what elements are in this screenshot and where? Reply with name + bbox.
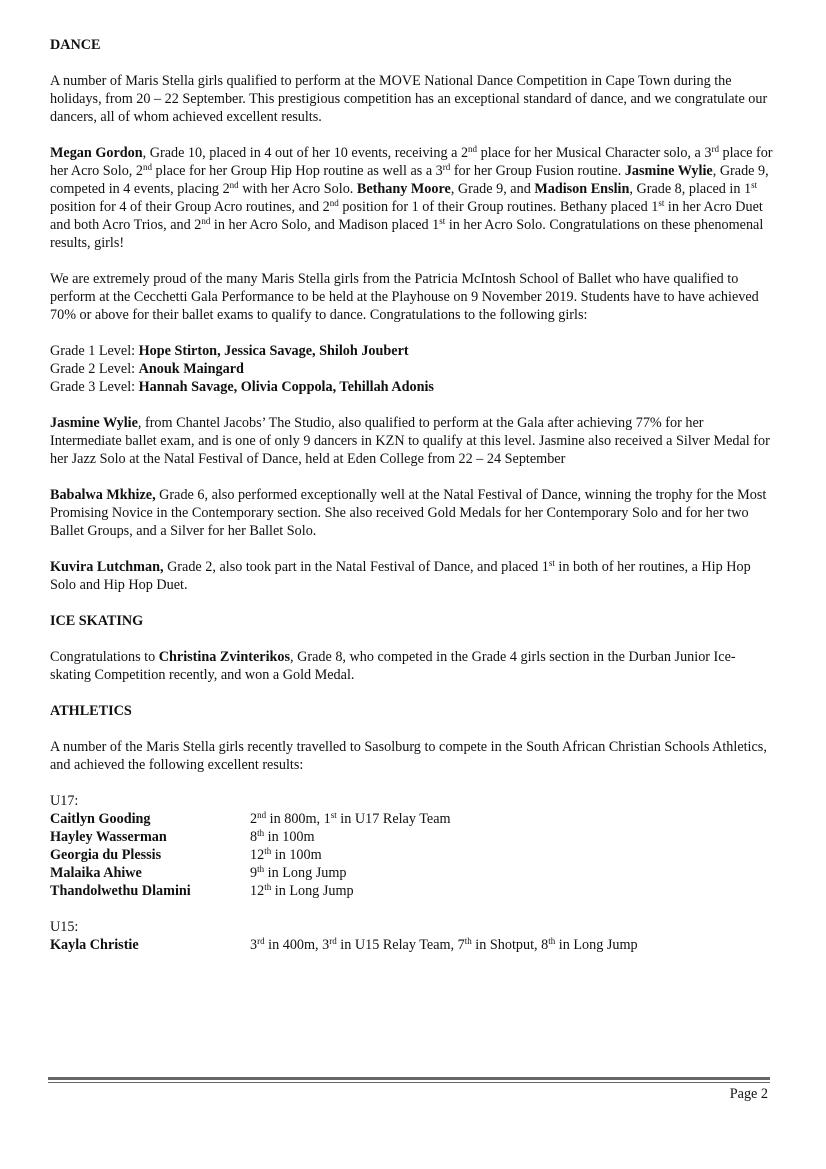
- result-row: [50, 810, 451, 828]
- level-row: Grade 3 Level: Hannah Savage, Olivia Coppola, Tehillah Adonis: [50, 379, 434, 395]
- u15-results-table: [50, 936, 638, 954]
- athlete-result: 8th in 100m: [250, 828, 315, 845]
- dancer-name: Megan Gordon: [50, 145, 143, 161]
- level-row: Grade 1 Level: Hope Stirton, Jessica Savage, Shiloh Joubert: [50, 343, 409, 359]
- skater-name: Christina Zvinterikos: [158, 649, 291, 665]
- dance-intro: A number of Maris Stella girls qualified to perform at the MOVE National Dance Competition in Cape Town during the holidays, from 20 – 22 September. This prestigious competition has an exceptional standard of dance, and we congratulate our dancers, all of whom achieved excellent results.: [50, 73, 768, 125]
- move-results-paragraph: Megan Gordon, Grade 10, placed in 4 out of her 10 events, receiving a 2nd place for her Musical Character solo, a 3rd place for her Acro Solo, 2nd place for her Group Hip Hop routine as well as a 3rd for her Group Fusion routine. Jasmine Wylie, Grade 9, competed in 4 events, placing 2nd with her Acro Solo. Bethany Moore, Grade 9, and Madison Enslin, Grade 8, placed in 1st position for 4 of their Group Acro routines, and 2nd position for 1 of their Group routines. Bethany placed 1st in her Acro Duet and both Acro Trios, and 2nd in her Acro Solo, and Madison placed 1st in her Acro Solo. Congratulations on these phenomenal results, girls!: [50, 144, 773, 251]
- result-row: [50, 936, 638, 954]
- athlete-result: 2nd in 800m, 1st in U17 Relay Team: [250, 810, 451, 827]
- kuvira-paragraph: Kuvira Lutchman, Grade 2, also took part in the Natal Festival of Dance, and placed 1st in both of her routines, a Hip Hop Solo and Hip Hop Duet.: [50, 558, 751, 593]
- dance-heading: DANCE: [50, 37, 101, 53]
- babalwa-paragraph: Babalwa Mkhize, Grade 6, also performed exceptionally well at the Natal Festival of Dance, winning the trophy for the Most Promising Novice in the Contemporary section. She also received Gold Medals for her Contemporary Solo and for her two Ballet Groups, and a Silver for her Ballet Solo.: [50, 487, 767, 539]
- result-row: [50, 846, 451, 864]
- document-page: [50, 36, 776, 972]
- athlete-result: 12th in 100m: [250, 846, 322, 863]
- cecchetti-paragraph: We are extremely proud of the many Maris Stella girls from the Patricia McIntosh School of Ballet who have qualified to perform at the Cecchetti Gala Performance to be held at the Playhouse on 9 November 2019. Students have to have achieved 70% or above for their ballet exams to qualify to dance. Congratulations to the following girls:: [50, 271, 759, 323]
- athlete-name: Caitlyn Gooding: [50, 811, 151, 827]
- athlete-name: Thandolwethu Dlamini: [50, 883, 191, 899]
- page-number: Page 2: [729, 1086, 768, 1102]
- dancer-name: Kuvira Lutchman,: [50, 559, 164, 575]
- athlete-result: 12th in Long Jump: [250, 882, 354, 899]
- ballet-levels-list: [50, 342, 776, 396]
- athletics-heading: ATHLETICS: [50, 703, 132, 719]
- result-row: [50, 882, 451, 900]
- ice-skating-paragraph: Congratulations to Christina Zvinterikos, Grade 8, who competed in the Grade 4 girls section in the Durban Junior Ice-skating Competition recently, and won a Gold Medal.: [50, 649, 736, 683]
- u17-label: U17:: [50, 793, 79, 809]
- dancer-name: Bethany Moore: [356, 181, 451, 197]
- level-row: Grade 2 Level: Anouk Maingard: [50, 361, 244, 377]
- footer-rule: [48, 1077, 770, 1080]
- u15-label: U15:: [50, 919, 79, 935]
- u17-results-table: [50, 810, 451, 900]
- dancer-name: Jasmine Wylie: [624, 163, 713, 179]
- result-row: [50, 864, 451, 882]
- jasmine-gala-paragraph: Jasmine Wylie, from Chantel Jacobs’ The Studio, also qualified to perform at the Gala after achieving 77% for her Intermediate ballet exam, and is one of only 9 dancers in KZN to qualify at this level. Jasmine also received a Silver Medal for her Jazz Solo at the Natal Festival of Dance, held at Eden College from 22 – 24 September: [50, 415, 770, 467]
- athlete-name: Hayley Wasserman: [50, 829, 167, 845]
- athlete-name: Georgia du Plessis: [50, 847, 162, 863]
- ice-skating-heading: ICE SKATING: [50, 613, 144, 629]
- dancer-name: Babalwa Mkhize,: [50, 487, 156, 503]
- result-row: [50, 828, 451, 846]
- athletics-intro: A number of the Maris Stella girls recently travelled to Sasolburg to compete in the South African Christian Schools Athletics, and achieved the following excellent results:: [50, 739, 767, 773]
- athlete-result: 3rd in 400m, 3rd in U15 Relay Team, 7th in Shotput, 8th in Long Jump: [250, 936, 638, 953]
- athlete-result: 9th in Long Jump: [250, 864, 347, 881]
- footer-rule: [48, 1082, 770, 1083]
- athlete-name: Kayla Christie: [50, 937, 139, 953]
- dancer-name: Jasmine Wylie: [50, 415, 138, 431]
- athlete-name: Malaika Ahiwe: [50, 865, 142, 881]
- dancer-name: Madison Enslin: [534, 181, 630, 197]
